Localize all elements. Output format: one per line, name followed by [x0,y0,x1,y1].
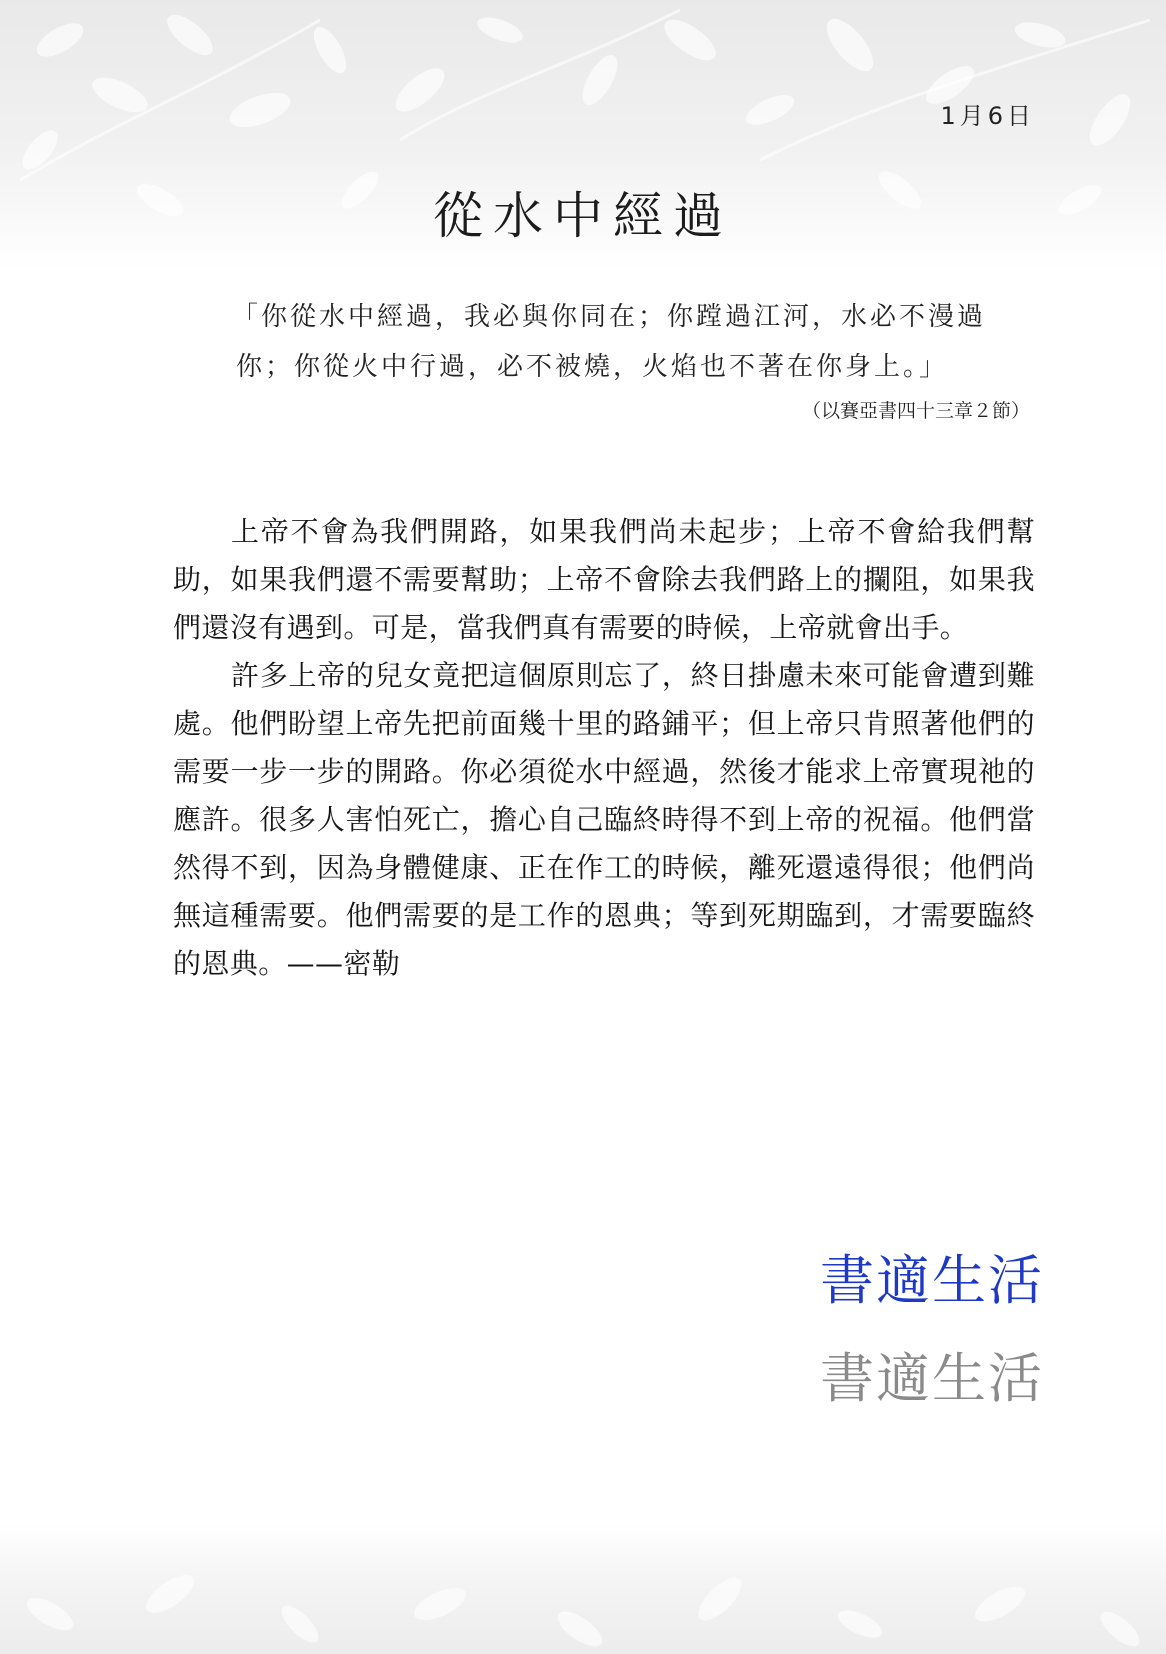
scripture-verse [232,292,1032,392]
body-paragraph: 許多上帝的兒女竟把這個原則忘了，終日掛慮未來可能會遭到難處。他們盼望上帝先把前面幾十里的路鋪平；但上帝只肯照著他們的需要一步一步的開路。你必須從水中經過，然後才能求上帝實現祂的應許。很多人害怕死亡，擔心自己臨終時得不到上帝的祝福。他們當然得不到，因為身體健康、正在作工的時候，離死還遠得很；他們尚無這種需要。他們需要的是工作的恩典；等到死期臨到，才需要臨終的恩典。——密勒 [173,659,1035,980]
body-paragraph: 上帝不會為我們開路，如果我們尚未起步；上帝不會給我們幫助，如果我們還不需要幫助；上帝不會除去我們路上的攔阻，如果我們還沒有遇到。可是，當我們真有需要的時候，上帝就會出手。 [173,515,1035,644]
verse-line-2: 你；你從火中行過，必不被燒，火焰也不著在你身上。」 [236,352,949,382]
verse-line-1: 「你從水中經過，我必與你同在；你蹚過江河，水必不漫過 [232,302,987,332]
page-title: 從水中經過 [433,187,733,245]
signature-blue: 書適生活 [820,1249,1044,1312]
devotional-body [173,508,1035,988]
bottom-leaf-pattern [0,1524,1166,1654]
verse-reference: （以賽亞書四十三章２節） [801,400,1030,422]
page-date: 1月6日 [940,102,1035,130]
signature-gray: 書適生活 [820,1347,1044,1410]
